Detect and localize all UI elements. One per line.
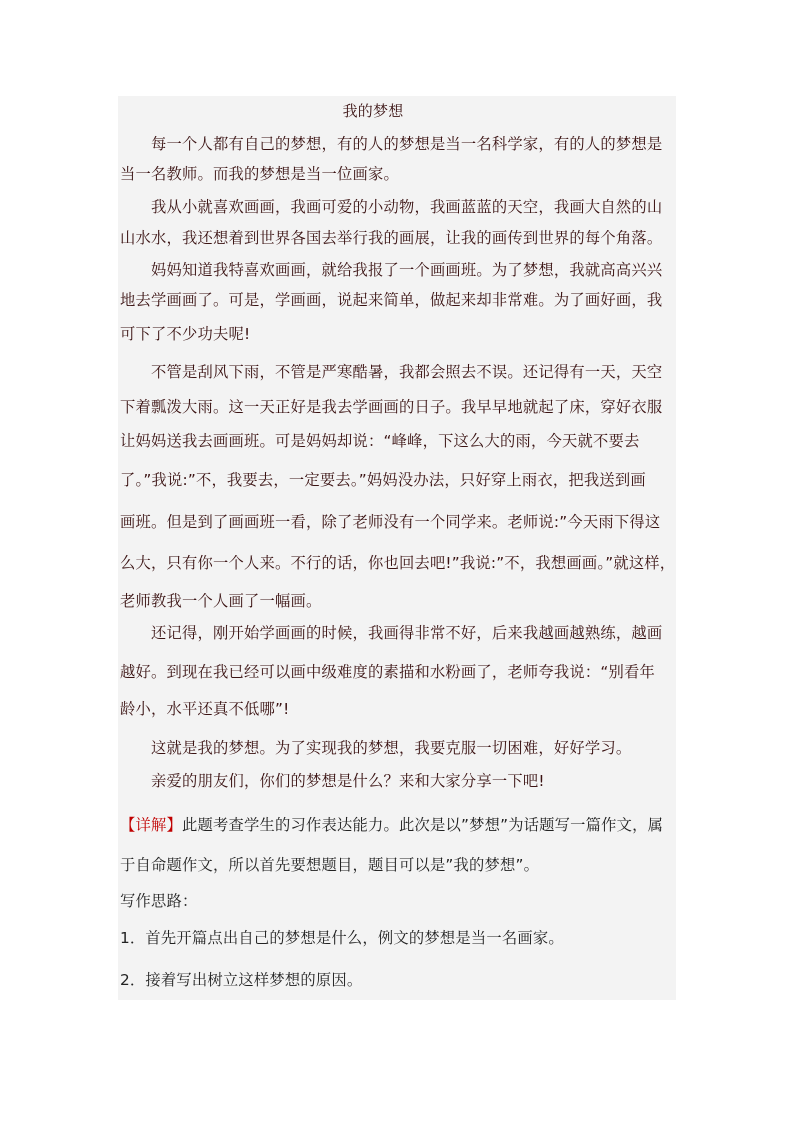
essay-line: 妈妈知道我特喜欢画画，就给我报了一个画画班。为了梦想，我就高高兴兴 [120,261,663,279]
essay-line: 这就是我的梦想。为了实现我的梦想，我要克服一切困难，好好学习。 [120,739,632,757]
approach-step: 1．首先开篇点出自己的梦想是什么，例文的梦想是当一名画家。 [120,929,564,947]
essay-line: 我从小就喜欢画画，我画可爱的小动物，我画蓝蓝的天空，我画大自然的山 [120,198,663,216]
essay-line: 下着瓢泼大雨。这一天正好是我去学画画的日子。我早早地就起了床，穿好衣服 [120,398,663,416]
essay-title: 我的梦想 [342,102,404,120]
essay-line: 么大，只有你一个人来。不行的话，你也回去吧!”我说:”不，我想画画。”就这样， [120,554,676,572]
essay-line: 还记得，刚开始学画画的时候，我画得非常不好，后来我越画越熟练，越画 [120,624,663,642]
essay-line: 让妈妈送我去画画班。可是妈妈却说：“峰峰，下这么大的雨，今天就不要去 [120,432,640,450]
essay-line: 画班。但是到了画画班一看，除了老师没有一个同学来。老师说:”今天雨下得这 [120,513,661,531]
essay-line: 不管是刮风下雨，不管是严寒酷暑，我都会照去不误。还记得有一天，天空 [120,363,663,381]
essay-line: 了。”我说:”不，我要去，一定要去。”妈妈没办法，只好穿上雨衣，把我送到画 [120,471,646,489]
analysis-tag: 【详解】 [120,816,182,834]
essay-line: 可下了不少功夫呢! [120,325,251,343]
approach-step: 2．接着写出树立这样梦想的原因。 [120,971,363,989]
essay-line: 亲爱的朋友们，你们的梦想是什么？来和大家分享一下吧! [120,772,545,790]
essay-line: 老师教我一个人画了一幅画。 [120,592,322,610]
writing-approach-heading: 写作思路： [120,892,198,910]
essay-line: 每一个人都有自己的梦想，有的人的梦想是当一名科学家，有的人的梦想是 [120,135,663,153]
essay-line: 龄小，水平还真不低哪”! [120,700,290,718]
analysis-line [120,813,676,837]
analysis-line: 于自命题作文，所以首先要想题目，题目可以是”我的梦想”。 [120,856,540,874]
analysis-text: 此题考查学生的习作表达能力。此次是以”梦想”为话题写一篇作文，属 [182,816,664,834]
essay-line: 地去学画画了。可是，学画画，说起来简单，做起来却非常难。为了画好画，我 [120,291,663,309]
essay-line: 山水水，我还想着到世界各国去举行我的画展，让我的画传到世界的每个角落。 [120,229,663,247]
essay-line: 当一名教师。而我的梦想是当一位画家。 [120,165,399,183]
essay-line: 越好。到现在我已经可以画中级难度的素描和水粉画了，老师夸我说：“别看年 [120,663,656,681]
